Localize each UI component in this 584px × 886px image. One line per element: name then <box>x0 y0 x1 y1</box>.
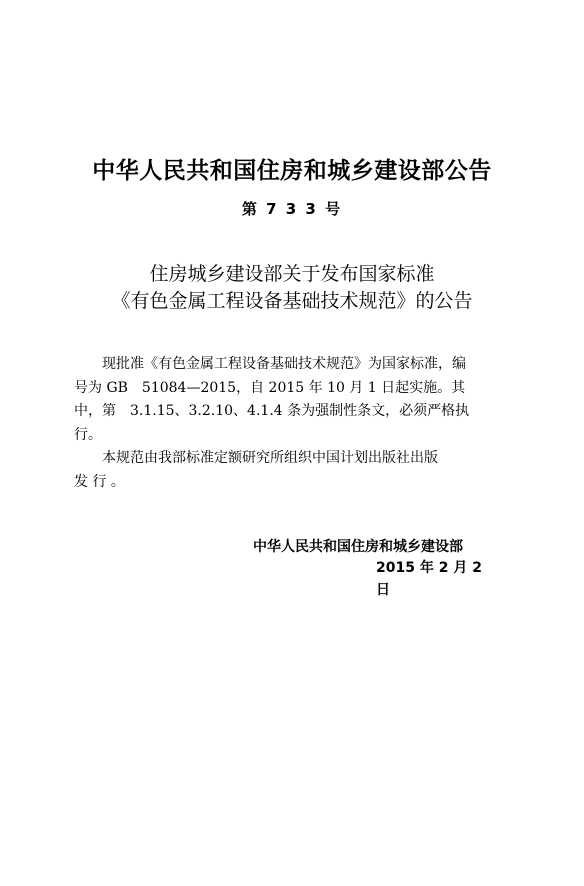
signature-date: 2015 年 2 月 2 <box>376 560 482 576</box>
approval-paragraph <box>74 353 522 447</box>
publisher-paragraph <box>74 447 522 494</box>
paragraph-line: 本规范由我部标准定额研究所组织中国计划出版社出版 <box>74 450 438 466</box>
paragraph-line: 现批准《有色金属工程设备基础技术规范》为国家标准，编 <box>74 356 466 372</box>
signature-organization: 中华人民共和国住房和城乡建设部 <box>253 539 463 555</box>
signature-date-continued: 日 <box>376 582 390 598</box>
announcement-title: 中华人民共和国住房和城乡建设部公告 <box>92 158 492 184</box>
paragraph-line: 发 行 。 <box>74 473 125 490</box>
subtitle-line-1: 住房城乡建设部关于发布国家标准 <box>149 263 435 285</box>
paragraph-line: 号为 GB 51084—2015，自 2015 年 10 月 1 日起实施。其 <box>74 379 466 396</box>
paragraph-line: 行。 <box>74 426 102 443</box>
paragraph-line: 中，第 3.1.15、3.2.10、4.1.4 条为强制性条文，必须严格执 <box>74 403 470 419</box>
announcement-number: 第 7 3 3 号 <box>241 200 343 218</box>
subtitle-line-2: 《有色金属工程设备基础技术规范》的公告 <box>111 290 473 312</box>
